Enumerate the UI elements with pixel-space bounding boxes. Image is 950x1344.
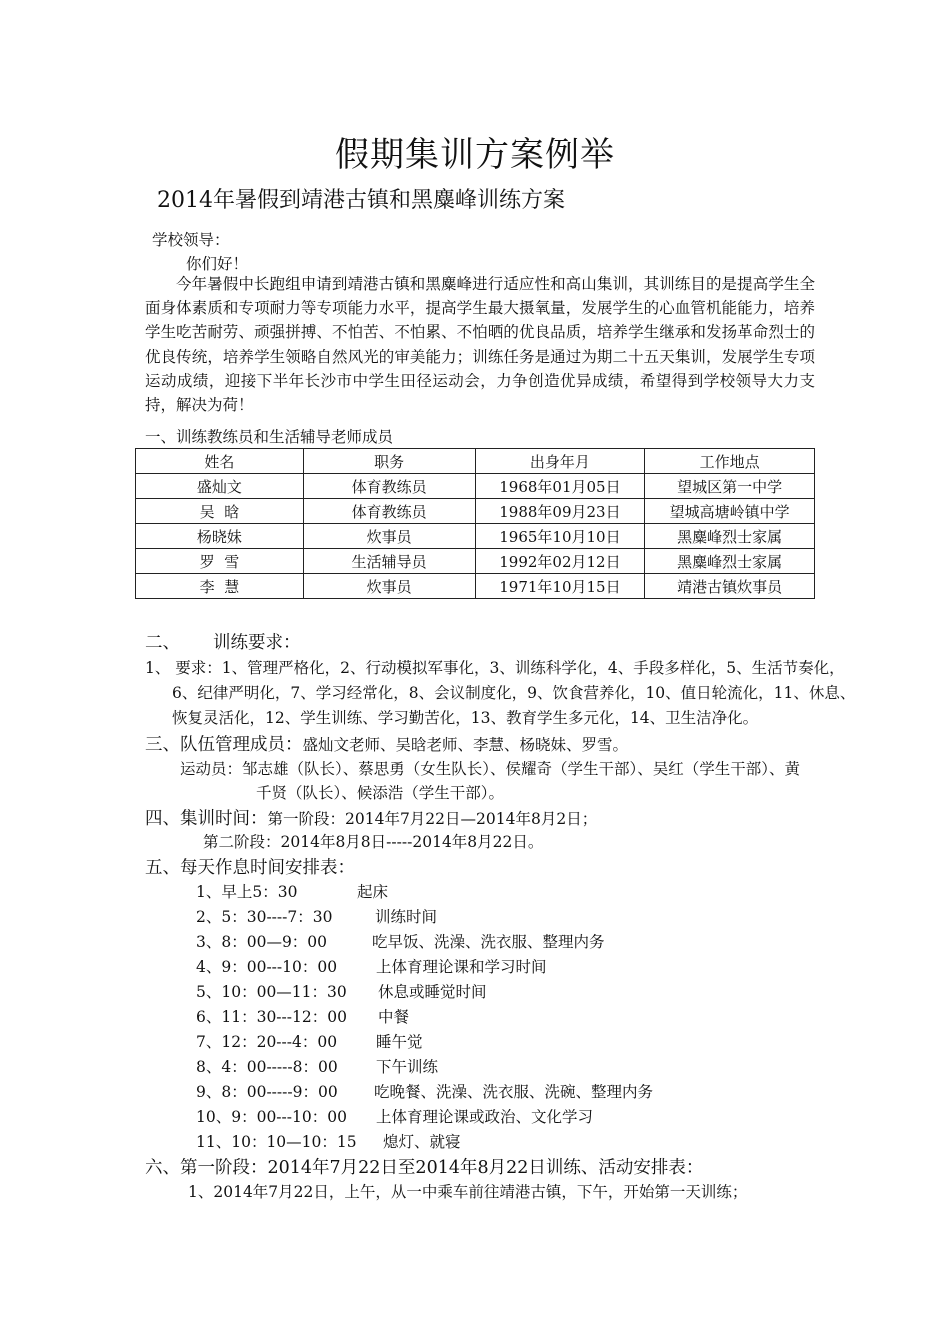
table-cell: 吴 晗 <box>136 499 304 524</box>
schedule-activity: 休息或睡觉时间 <box>378 983 487 1001</box>
section-3 <box>145 731 628 756</box>
table-cell: 望城高塘岭镇中学 <box>645 499 815 524</box>
table-cell: 体育教练员 <box>303 474 475 499</box>
schedule-time: 11、10：10—10：15 <box>196 1133 357 1151</box>
schedule-time: 3、8：00—9：00 <box>196 933 328 951</box>
schedule-activity: 吃晚餐、洗澡、洗衣服、洗碗、整理内务 <box>374 1083 654 1101</box>
section-4-heading: 四、集训时间： <box>145 809 268 829</box>
table-cell: 杨晓妹 <box>136 524 304 549</box>
table-cell: 炊事员 <box>303 574 475 599</box>
requirements-line: 1、 要求：1、管理严格化，2、行动模拟军事化，3、训练科学化，4、手段多样化，5、生活节奏化， <box>145 659 845 677</box>
schedule-activity: 中餐 <box>378 1008 410 1026</box>
table-cell: 望城区第一中学 <box>645 474 815 499</box>
schedule-activity: 下午训练 <box>376 1058 439 1076</box>
schedule-time: 5、10：00—11：30 <box>196 983 347 1001</box>
section-6-item: 1、2014年7月22日，上午，从一中乘车前往靖港古镇，下午，开始第一天训练； <box>188 1183 748 1201</box>
management-members: 盛灿文老师、吴晗老师、李慧、杨晓妹、罗雪。 <box>302 736 629 754</box>
table-cell: 黑麋峰烈士家属 <box>645 549 815 574</box>
schedule-activity: 熄灯、就寝 <box>383 1133 461 1151</box>
table-cell: 炊事员 <box>303 524 475 549</box>
table-header-row <box>136 449 815 474</box>
schedule-activity: 上体育理论课和学习时间 <box>376 958 547 976</box>
schedule-time: 1、早上5：30 <box>196 883 298 901</box>
section-2-number: 二、 <box>145 633 180 653</box>
intro-paragraph: 今年暑假中长跑组申请到靖港古镇和黑麋峰进行适应性和高山集训，其训练目的是提高学生全面身体素质和专项耐力等专项能力水平，提高学生最大摄氧量，发展学生的心血管机能能力，培养学生吃苦耐劳、顽强拼搏、不怕苦、不怕累、不怕晒的优良品质，培养学生继承和发扬革命烈士的优良传统，培养学生领略自然风光的审美能力；训练任务是通过为期二十五天集训，发展学生专项运动成绩，迎接下半年长沙市中学生田径运动会，力争创造优异成绩，希望得到学校领导大力支持，解决为荷！ <box>145 275 815 415</box>
section-2-heading: 训练要求： <box>213 633 301 653</box>
table-row <box>136 574 815 599</box>
table-cell: 1992年02月12日 <box>475 549 645 574</box>
section-6-heading: 六、第一阶段：2014年7月22日至2014年8月22日训练、活动安排表： <box>145 1158 704 1178</box>
column-header: 出身年月 <box>475 449 645 474</box>
table-cell: 靖港古镇炊事员 <box>645 574 815 599</box>
athletes-line: 运动员：邹志雄（队长）、蔡思勇（女生队长）、侯耀奇（学生干部）、吴红（学生干部）、黄 <box>180 760 801 778</box>
table-cell: 1971年10月15日 <box>475 574 645 599</box>
staff-table <box>135 448 815 599</box>
phase-1-dates: 第一阶段：2014年7月22日—2014年8月2日； <box>267 810 598 828</box>
section-5-heading: 五、每天作息时间安排表： <box>145 858 355 878</box>
section-3-heading: 三、队伍管理成员： <box>145 735 303 755</box>
greeting: 你们好！ <box>186 255 249 273</box>
section-4 <box>145 805 597 830</box>
table-row <box>136 524 815 549</box>
table-row <box>136 549 815 574</box>
requirements-line: 6、纪律严明化，7、学习经常化，8、会议制度化，9、饮食营养化，10、值日轮流化，11、休息、 <box>172 684 856 702</box>
salutation: 学校领导： <box>152 231 230 249</box>
document-subtitle: 2014年暑假到靖港古镇和黑麋峰训练方案 <box>157 188 565 213</box>
table-cell: 李 慧 <box>136 574 304 599</box>
column-header: 职务 <box>303 449 475 474</box>
table-row <box>136 499 815 524</box>
schedule-time: 6、11：30---12：00 <box>196 1008 347 1026</box>
table-cell: 1968年01月05日 <box>475 474 645 499</box>
schedule-time: 9、8：00-----9：00 <box>196 1083 338 1101</box>
column-header: 姓名 <box>136 449 304 474</box>
schedule-activity: 上体育理论课或政治、文化学习 <box>376 1108 594 1126</box>
phase-2-dates: 第二阶段：2014年8月8日-----2014年8月22日。 <box>203 833 544 851</box>
schedule-time: 8、4：00-----8：00 <box>196 1058 338 1076</box>
table-cell: 1988年09月23日 <box>475 499 645 524</box>
schedule-time: 4、9：00---10：00 <box>196 958 338 976</box>
table-cell: 黑麋峰烈士家属 <box>645 524 815 549</box>
schedule-activity: 吃早饭、洗澡、洗衣服、整理内务 <box>372 933 605 951</box>
schedule-activity: 睡午觉 <box>376 1033 423 1051</box>
schedule-time: 2、5：30----7：30 <box>196 908 333 926</box>
table-cell: 体育教练员 <box>303 499 475 524</box>
schedule-activity: 训练时间 <box>375 908 438 926</box>
schedule-activity: 起床 <box>357 883 389 901</box>
column-header: 工作地点 <box>645 449 815 474</box>
table-cell: 盛灿文 <box>136 474 304 499</box>
document-title: 假期集训方案例举 <box>335 135 615 175</box>
schedule-time: 10、9：00---10：00 <box>196 1108 347 1126</box>
table-cell: 罗 雪 <box>136 549 304 574</box>
table-cell: 1965年10月10日 <box>475 524 645 549</box>
schedule-time: 7、12：20---4：00 <box>196 1033 338 1051</box>
table-row <box>136 474 815 499</box>
athletes-line: 千贤（队长）、候添浩（学生干部）。 <box>256 784 505 802</box>
table-cell: 生活辅导员 <box>303 549 475 574</box>
requirements-line: 恢复灵活化，12、学生训练、学习勤苦化，13、教育学生多元化，14、卫生洁净化。 <box>172 709 759 727</box>
section-1-heading: 一、训练教练员和生活辅导老师成员 <box>145 428 394 446</box>
